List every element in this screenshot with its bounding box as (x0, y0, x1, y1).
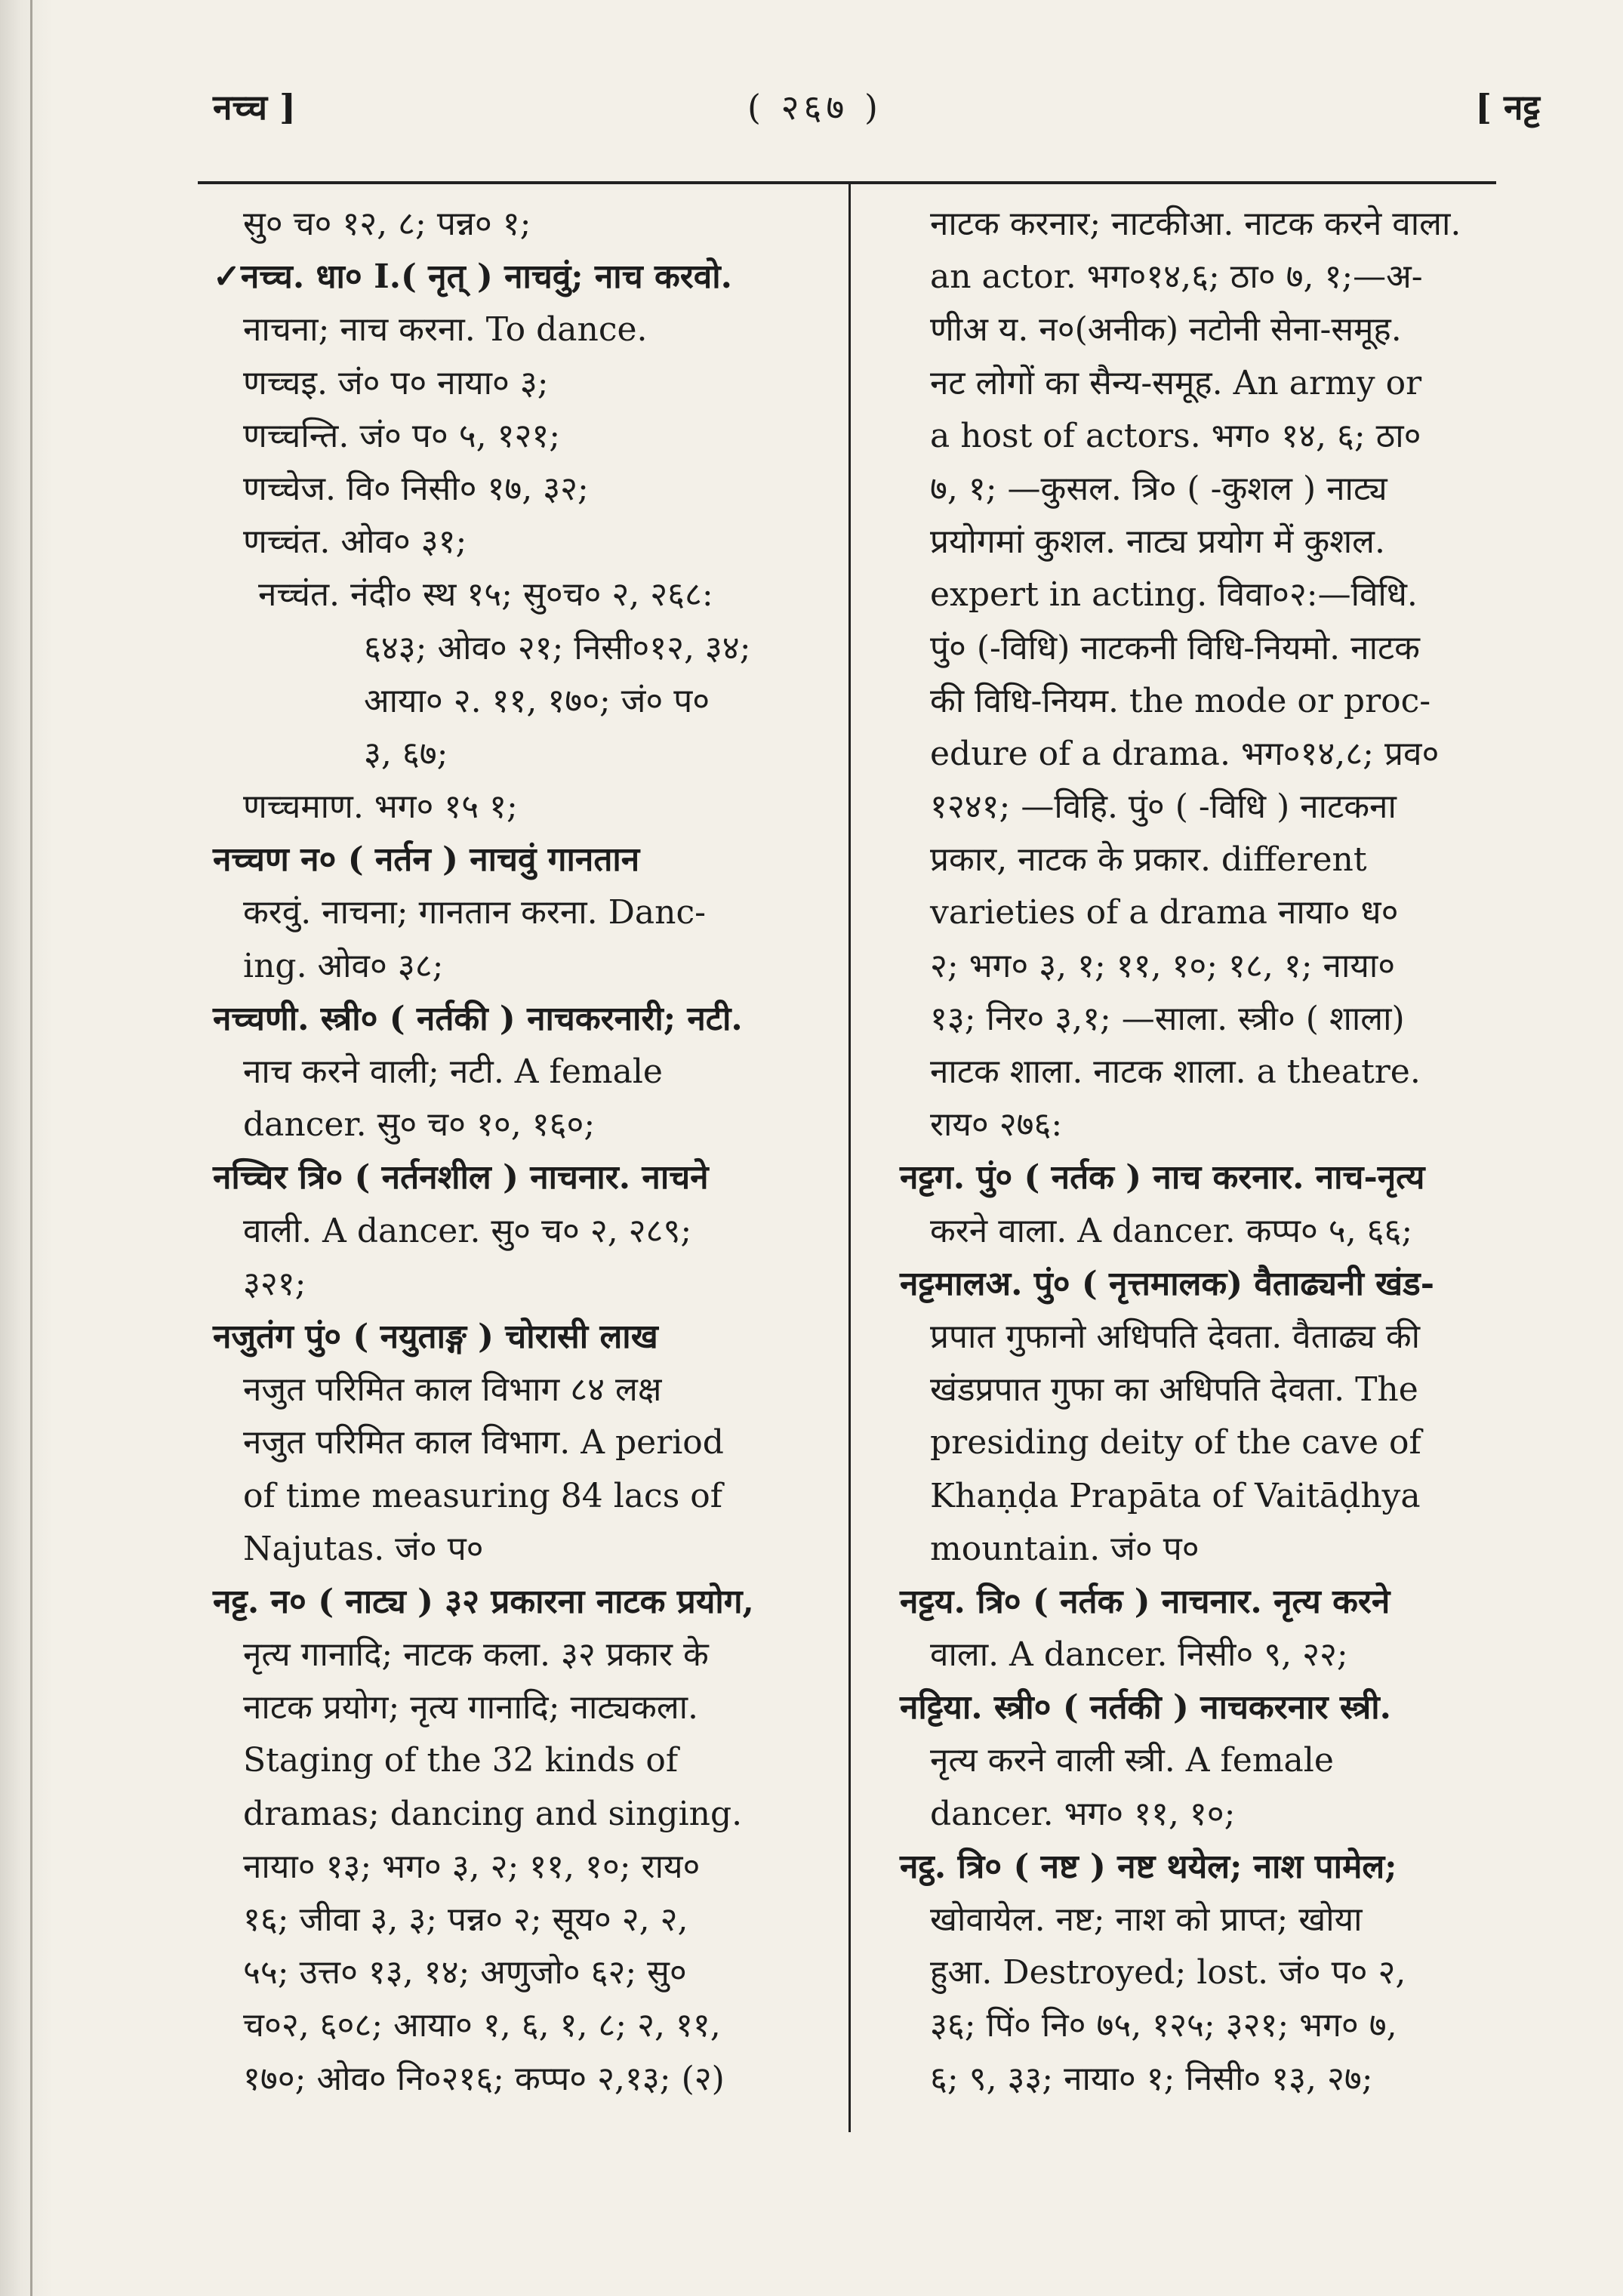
entry-headword-line: नट्टिया. स्त्री० ( नर्तकी ) नाचकरनार स्त्री. (900, 1688, 1391, 1727)
entry-text-line: करवुं. नाचना; गानतान करना. Danc- (243, 893, 707, 932)
entry-text-line: ६४३; ओव० २१; निसी०१२, ३४; (364, 628, 751, 667)
entry-text-line: सु० च० १२, ८; पन्न० १; (243, 205, 531, 243)
page-number: ( २६७ ) (747, 87, 882, 128)
entry-text-line: प्रपात गुफानो अधिपति देवता. वैताढ्य की (930, 1317, 1421, 1356)
entry-text-line: हुआ. Destroyed; lost. जं० प० २, (930, 1953, 1406, 1992)
entry-text-line: णच्चमाण. भग० १५ १; (243, 787, 518, 827)
entry-text-line: नजुत परिमित काल विभाग ८४ लक्ष (243, 1370, 662, 1410)
entry-text-line: च०२, ६०८; आया० १, ६, १, ८; २, ११, (243, 2006, 721, 2045)
header-rule (198, 181, 1496, 184)
entry-text-line: ३, ६७; (364, 734, 448, 773)
entry-text-line: dramas; dancing and singing. (243, 1794, 743, 1833)
entry-headword-line: नट्टमालअ. पुं० ( नृत्तमालक) वैताढ्यनी खंड- (900, 1264, 1434, 1303)
entry-text-line: Khaṇḍa Prapāta of Vaitāḍhya (930, 1476, 1421, 1515)
entry-text-line: नाटक शाला. नाटक शाला. a theatre. (930, 1052, 1421, 1091)
entry-text-line: २; भग० ३, १; ११, १०; १८, १; नाया० (930, 946, 1396, 985)
entry-text-line: नाच करने वाली; नटी. A female (243, 1052, 663, 1091)
entry-text-line: a host of actors. भग० १४, ६; ठा० (930, 416, 1421, 455)
entry-text-line: पुं० (-विधि) नाटकनी विधि-नियमो. नाटक (930, 628, 1420, 667)
entry-text-line: १२४१; —विहि. पुं० ( -विधि ) नाटकना (930, 787, 1397, 827)
entry-text-line: आया० २. ११, १७०; जं० प० (364, 681, 710, 720)
entry-text-line: खोवायेल. नष्ट; नाश को प्राप्त; खोया (930, 1900, 1363, 1939)
entry-headword-line: नजुतंग पुं० ( नयुताङ्ग ) चोरासी लाख (213, 1317, 658, 1356)
entry-text-line: १७०; ओव० नि०२१६; कप्प० २,१३; (२) (243, 2059, 725, 2098)
entry-text-line: खंडप्रपात गुफा का अधिपति देवता. The (930, 1370, 1418, 1410)
entry-text-line: ३६; पिं० नि० ७५, १२५; ३२१; भग० ७, (930, 2006, 1397, 2045)
entry-text-line: expert in acting. विवा०२:—विधि. (930, 575, 1418, 615)
entry-text-line: वाली. A dancer. सु० च० २, २८९; (243, 1211, 692, 1250)
entry-text-line: नाचना; नाच करना. To dance. (243, 310, 648, 350)
entry-headword-line: नट्ठ. त्रि० ( नष्ट ) नष्ट थयेल; नाश पामेल; (900, 1847, 1397, 1886)
scan-binding-edge (0, 0, 53, 2296)
entry-text-line: varieties of a drama नाया० ध० (930, 893, 1399, 932)
entry-text-line: an actor. भग०१४,६; ठा० ७, १;—अ- (930, 257, 1423, 297)
entry-text-line: नाटक प्रयोग; नृत्य गानादि; नाट्यकला. (243, 1688, 699, 1727)
entry-text-line: नच्चंत. नंदी० स्थ १५; सु०च० २, २६८: (258, 575, 713, 615)
entry-text-line: की विधि-नियम. the mode or proc- (930, 681, 1431, 720)
entry-headword-line: नट्टय. त्रि० ( नर्तक ) नाचनार. नृत्य करने (900, 1582, 1390, 1621)
entry-text-line: प्रकार, नाटक के प्रकार. different (930, 840, 1367, 880)
entry-headword-line: नच्चणी. स्त्री० ( नर्तकी ) नाचकरनारी; नटी. (213, 999, 743, 1038)
entry-text-line: of time measuring 84 lacs of (243, 1476, 723, 1515)
entry-headword-line: नच्चिर त्रि० ( नर्तनशील ) नाचनार. नाचने (213, 1158, 709, 1197)
entry-text-line: dancer. सु० च० १०, १६०; (243, 1105, 596, 1145)
entry-headword-line: नट्ट. न० ( नाट्य ) ३२ प्रकारना नाटक प्रयोग, (213, 1582, 754, 1621)
entry-text-line: presiding deity of the cave of (930, 1423, 1421, 1462)
entry-text-line: Staging of the 32 kinds of (243, 1741, 679, 1780)
entry-text-line: करने वाला. A dancer. कप्प० ५, ६६; (930, 1211, 1413, 1250)
entry-text-line: नट लोगों का सैन्य-समूह. An army or (930, 363, 1422, 402)
entry-text-line: प्रयोगमां कुशल. नाट्य प्रयोग में कुशल. (930, 522, 1385, 562)
entry-text-line: ३२१; (243, 1264, 306, 1303)
entry-text-line: नजुत परिमित काल विभाग. A period (243, 1423, 724, 1462)
entry-text-line: edure of a drama. भग०१४,८; प्रव० (930, 734, 1440, 773)
entry-text-line: ५५; उत्त० १३, १४; अणुजो० ६२; सु० (243, 1953, 687, 1992)
entry-text-line: णीअ य. न०(अनीक) नटोनी सेना-समूह. (930, 310, 1402, 350)
entry-text-line: वाला. A dancer. निसी० ९, २२; (930, 1635, 1348, 1675)
entry-text-line: राय० २७६: (930, 1105, 1063, 1145)
entry-text-line: ing. ओव० ३८; (243, 946, 444, 985)
entry-text-line: ६; ९, ३३; नाया० १; निसी० १३, २७; (930, 2059, 1373, 2098)
column-divider (848, 184, 851, 2132)
entry-headword-line: ✓नच्च. धा० I.( नृत् ) नाचवुं; नाच करवो. (213, 257, 732, 297)
entry-text-line: १६; जीवा ३, ३; पन्न० २; सूय० २, २, (243, 1900, 688, 1939)
entry-text-line: mountain. जं० प० (930, 1529, 1200, 1568)
entry-headword-line: नट्टग. पुं० ( नर्तक ) नाच करनार. नाच-नृत्य (900, 1158, 1425, 1197)
left-column (213, 198, 832, 2106)
entry-text-line: १३; निर० ३,१; —साला. स्त्री० ( शाला) (930, 999, 1405, 1038)
entry-text-line: dancer. भग० ११, १०; (930, 1794, 1236, 1833)
entry-text-line: ७, १; —कुसल. त्रि० ( -कुशल ) नाट्य (930, 469, 1387, 508)
entry-text-line: णच्चन्ति. जं० प० ५, १२१; (243, 416, 561, 455)
entry-text-line: Najutas. जं० प० (243, 1529, 484, 1568)
entry-text-line: नाटक करनार; नाटकीआ. नाटक करने वाला. (930, 205, 1461, 243)
entry-text-line: नाया० १३; भग० ३, २; ११, १०; राय० (243, 1847, 701, 1886)
entry-text-line: णच्चइ. जं० प० नाया० ३; (243, 363, 549, 402)
entry-headword-line: नच्चण न० ( नर्तन ) नाचवुं गानतान (213, 840, 640, 880)
header-right-guideword: [ नट्ट (1475, 87, 1540, 128)
right-column (900, 198, 1519, 2106)
entry-text-line: नृत्य गानादि; नाटक कला. ३२ प्रकार के (243, 1635, 709, 1675)
entry-text-line: णच्चंत. ओव० ३१; (243, 522, 467, 562)
header-left-guideword: नच्च ] (213, 87, 296, 128)
entry-text-line: नृत्य करने वाली स्त्री. A female (930, 1741, 1334, 1780)
entry-text-line: णच्चेज. वि० निसी० १७, ३२; (243, 469, 589, 508)
